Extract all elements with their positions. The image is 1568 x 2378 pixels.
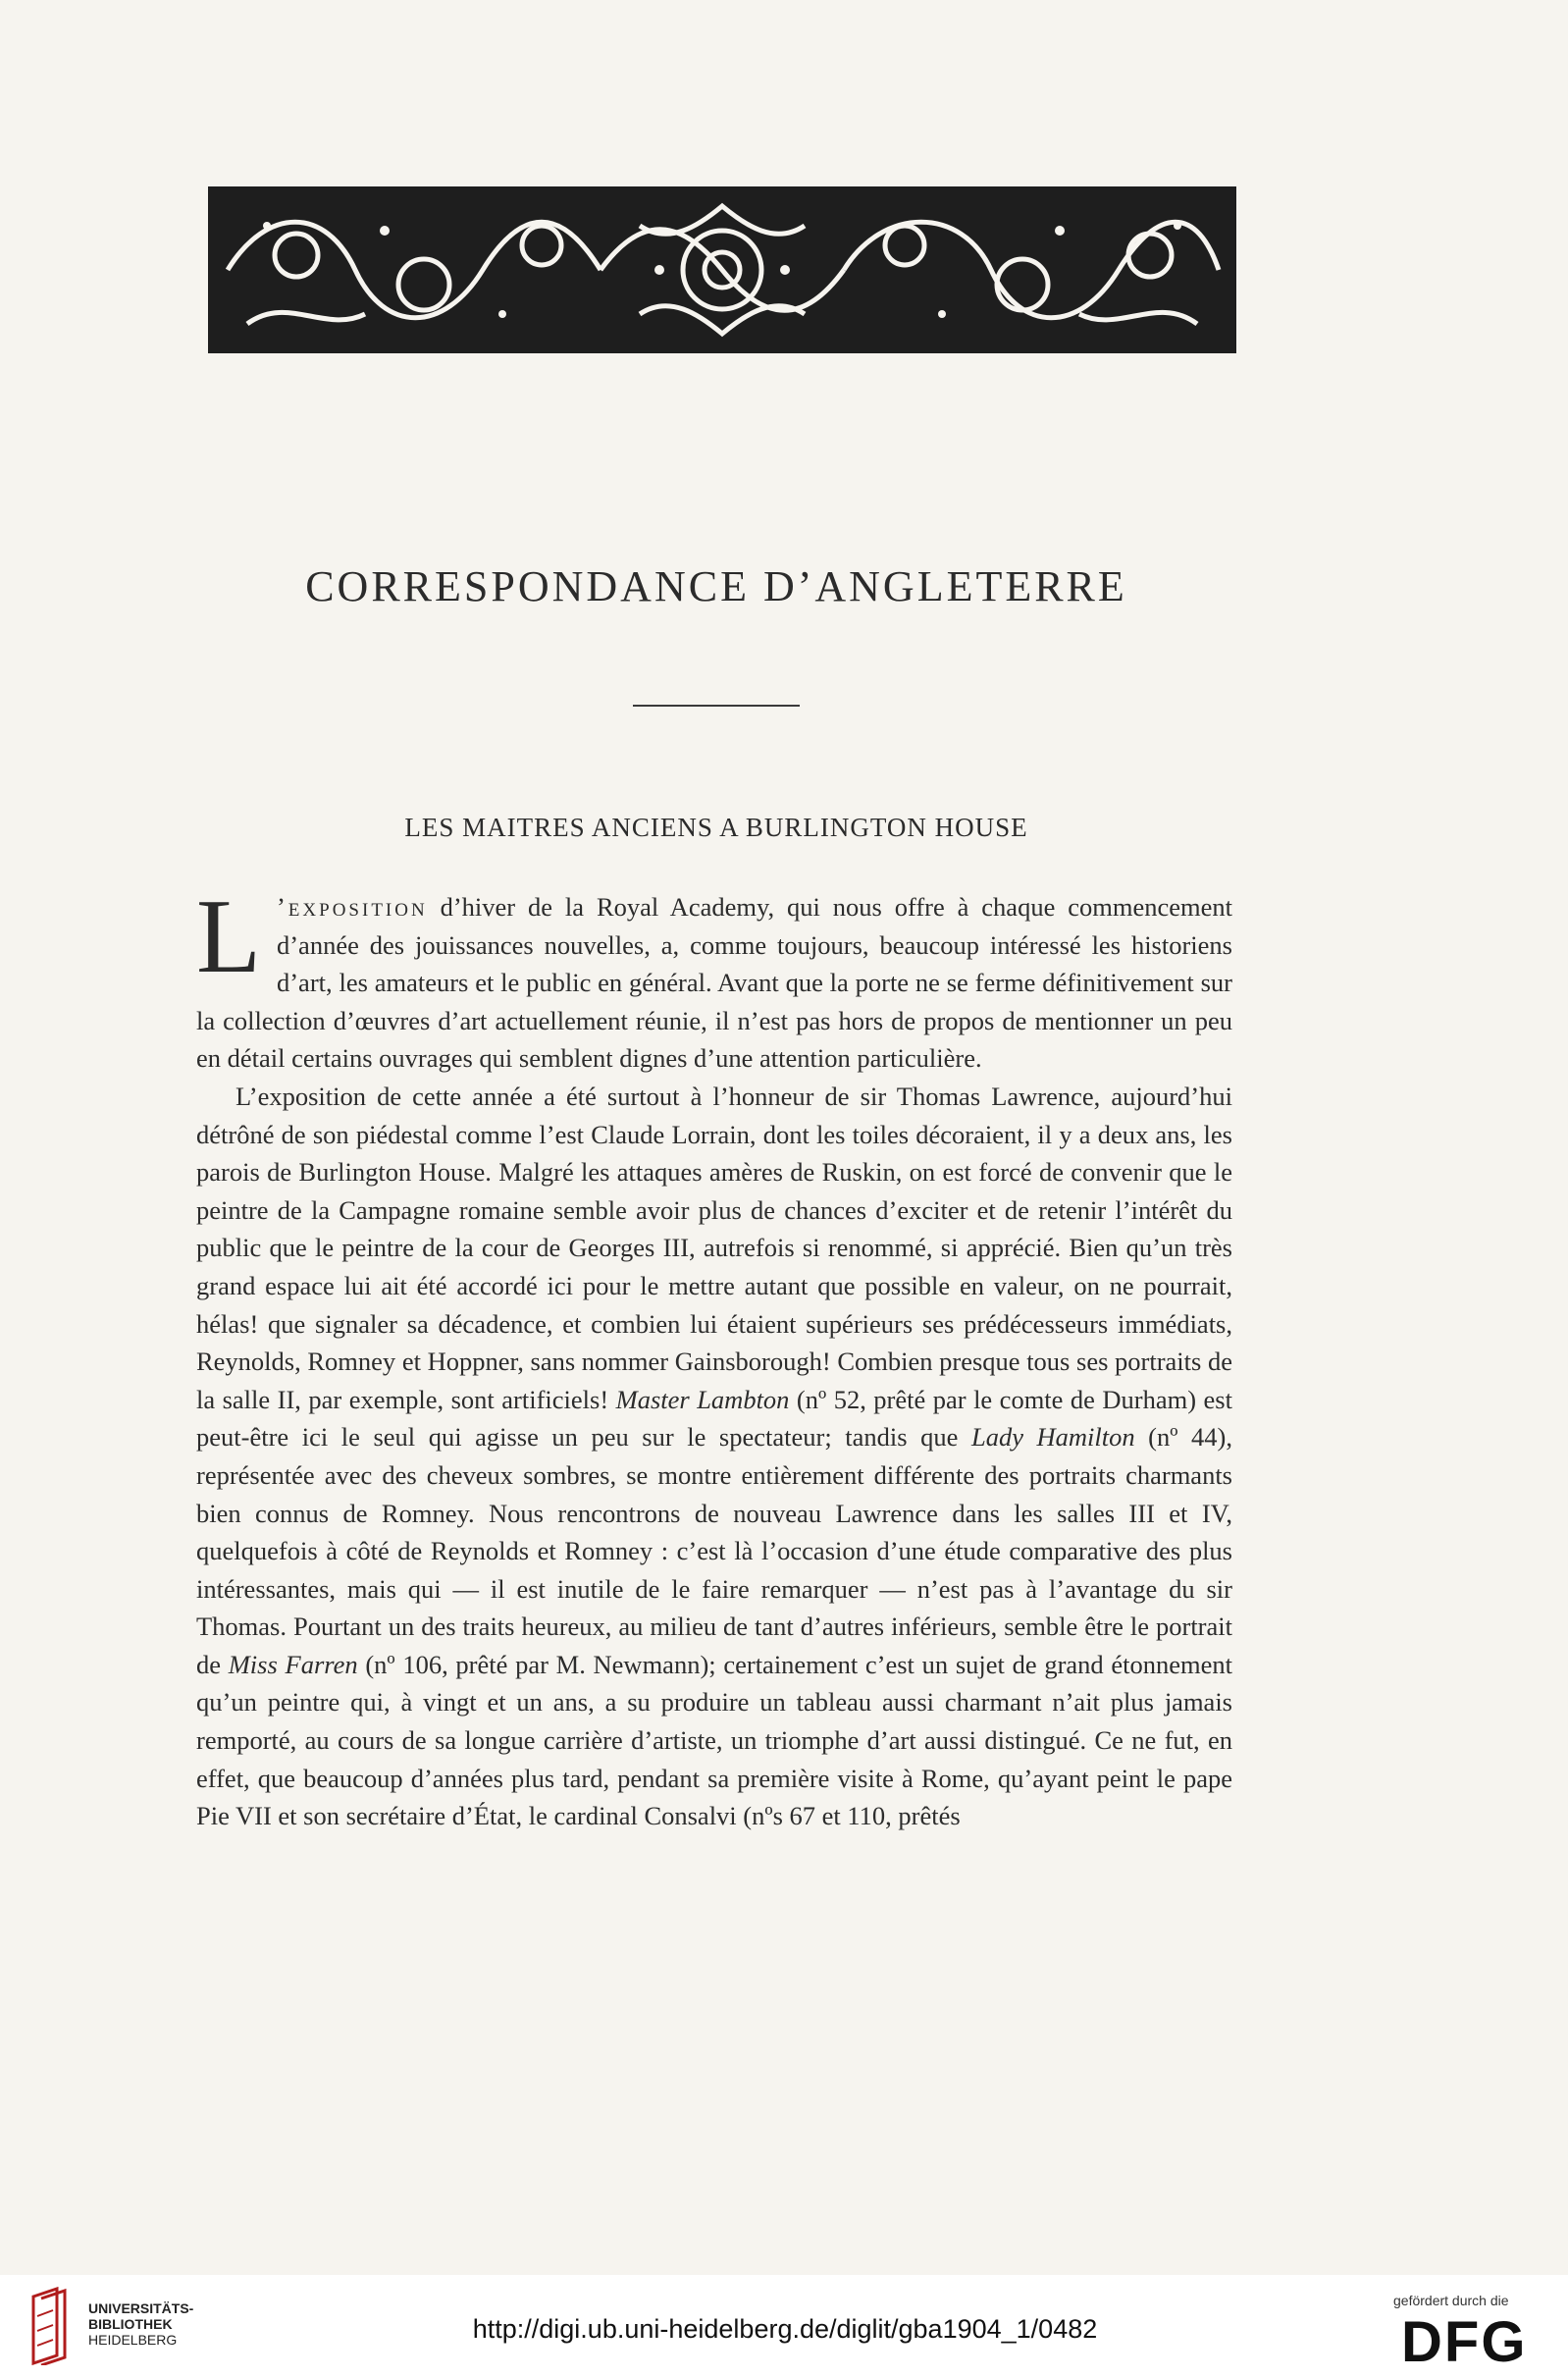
funded-by-label: gefördert durch die	[1393, 2293, 1509, 2308]
italic-title: Lady Hamilton	[970, 1422, 1135, 1453]
library-line: UNIVERSITÄTS-	[88, 2300, 194, 2316]
text-run: (nº 44), représentée avec des cheveux sombres, se montre entièrement différente des portraits charmants bien connus de Romney. Nous rencontrons de nouveau Lawrence dans les salles III et IV, quelquefois à côté de Reynolds et Romney : c’est là l’occasion d’une étude comparative des plus intéressantes, mais qui — il est inutile de le faire remarquer — n’est pas à l’avantage du sir Thomas. Pourtant un des traits heureux, au milieu de tant d’autres inférieurs, semble être le portrait de	[196, 1422, 1232, 1679]
library-line: BIBLIOTHEK	[88, 2316, 173, 2332]
italic-title: Master Lambton	[615, 1384, 790, 1414]
drop-cap: L	[196, 878, 261, 995]
title-divider	[633, 705, 800, 707]
paragraph-1	[196, 878, 1232, 1078]
library-line: HEIDELBERG	[88, 2332, 178, 2348]
text-run: L’exposition de cette année a été surtout à l’honneur de sir Thomas Lawrence, aujourd’hui détrôné de son piédestal comme l’est Claude Lorrain, dont les toiles décoraient, il y a deux ans, les parois de Burlington House. Malgré les attaques amères de Ruskin, on est forcé de convenir que le peintre de la Campagne romaine semble avoir plus de chances d’exciter et de retenir l’intérêt du public que le peintre de la cour de Georges III, autrefois si renommé, si apprécié. Bien qu’un très grand espace lui ait été accordé ici pour le mettre autant que possible en valeur, on ne pourrait, hélas! que signaler sa décadence, et combien lui étaient supérieurs ses prédécesseurs immédiats, Reynolds, Romney et Hoppner, sans nommer Gainsborough! Combien presque tous ses portraits de la salle II, par exemple, sont artificiels!	[196, 1081, 1232, 1414]
intro-text: d’hiver de la Royal Academy, qui nous offre à chaque commencement d’année des jouissances nouvelles, a, comme toujours, beaucoup intéressé les historiens d’art, les amateurs et le public en général. Avant que la porte ne se ferme définitivement sur la collection d’œuvres d’art actuellement réunie, il n’est pas hors de propos de mentionner un peu en détail certains ouvrages qui semblent dignes d’une attention particulière.	[196, 892, 1232, 1074]
text-run: (nº 52, prêté par le comte de Durham) est peut-être ici le seul qui agisse un peu sur le spectateur; tandis que	[196, 1384, 1232, 1453]
ornament-header-icon	[208, 186, 1236, 353]
intro-smallcaps: ’exposition	[276, 892, 428, 922]
italic-title: Miss Farren	[228, 1649, 358, 1679]
page-title: CORRESPONDANCE D’ANGLETERRE	[305, 562, 1127, 610]
paragraph-2	[196, 1078, 1232, 1835]
page-url-link[interactable]: http://digi.ub.uni-heidelberg.de/diglit/gba1904_1/0482	[472, 2314, 1098, 2344]
library-name	[88, 2300, 193, 2348]
article-body	[196, 878, 1233, 1835]
library-logo-icon	[27, 2287, 73, 2365]
text-run: (nº 106, prêté par M. Newmann); certainement c’est un sujet de grand étonnement qu’un peintre qui, à vingt et un ans, a su produire un tableau aussi charmant n’ait plus jamais remporté, au cours de sa longue carrière d’artiste, un triomphe d’art aussi distingué. Ce ne fut, en effet, que beaucoup d’années plus tard, pendant sa première visite à Rome, qu’ayant peint le pape Pie VII et son secrétaire d’État, le cardinal Consalvi (nºs 67 et 110, prêtés	[196, 1649, 1233, 1831]
section-subtitle: LES MAITRES ANCIENS A BURLINGTON HOUSE	[404, 813, 1028, 842]
dfg-logo-icon: DFG	[1401, 2310, 1528, 2374]
